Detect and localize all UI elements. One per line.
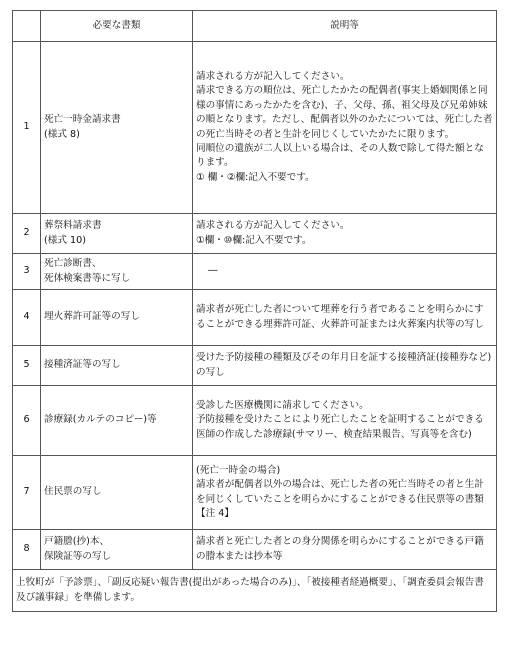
description-line: 請求者が配偶者以外の場合は、死亡した者の死亡当時その者と生計を同じくしていたことを明らかにすることができる住民票等の書類【注 4】 <box>196 479 484 519</box>
document-name: 住民票の写し <box>41 456 193 530</box>
row-number: 2 <box>13 214 41 254</box>
document-description <box>193 386 497 456</box>
row-number: 5 <box>13 346 41 386</box>
document-name <box>41 42 193 214</box>
row-number: 1 <box>13 42 41 214</box>
description-line: ① 欄・②欄:記入不要です。 <box>196 171 315 183</box>
document-name-line: 死亡診断書、 <box>44 258 102 270</box>
description-line: 請求者が死亡した者について埋葬を行う者であることを明らかにすることができる埋葬許可証、火葬許可証または火葬案内状等の写し <box>196 304 484 330</box>
description-line: (死亡一時金の場合) <box>196 464 281 476</box>
document-name: 診療録(カルテのコピー)等 <box>41 386 193 456</box>
row-number: 4 <box>13 290 41 346</box>
row-number: 8 <box>13 530 41 570</box>
table-row <box>13 346 497 386</box>
table-row <box>13 214 497 254</box>
document-name-line: 保険証等の写し <box>44 550 112 562</box>
required-documents-table <box>12 10 497 612</box>
table-row <box>13 456 497 530</box>
header-num <box>13 11 41 42</box>
header-description: 説明等 <box>193 11 497 42</box>
document-name <box>41 214 193 254</box>
document-name-line: 死亡一時金請求書 <box>44 114 121 126</box>
document-name-line: 葬祭料請求書 <box>44 220 102 232</box>
document-name-line: 戸籍謄(抄)本、 <box>44 536 110 548</box>
document-name-line: (様式 8) <box>44 128 80 140</box>
description-line: 請求される方が記入してください。 <box>196 70 350 82</box>
description-line: 請求される方が記入してください。 <box>196 220 350 232</box>
document-description <box>193 530 497 570</box>
preparation-note: 上牧町が「予診票」、「副反応疑い報告書(提出があった場合のみ)」、「被接種者経過概要」、「調査委員会報告書及び議事録」を準備します。 <box>13 570 497 612</box>
description-line: ― <box>208 265 218 277</box>
document-description <box>193 42 497 214</box>
description-line: 請求者と死亡した者との身分関係を明らかにすることができる戸籍の謄本または抄本等 <box>196 536 484 562</box>
table-row <box>13 386 497 456</box>
description-line: 請求できる方の順位は、死亡したかたの配偶者(事実上婚姻関係と同様の事情にあったかたを含む)、子、父母、孫、祖父母及び兄弟姉妹の順となります。ただし、配偶者以外のかたについては、死亡した者の死亡当時その者と生計を同じくしていたかたに限ります。 <box>196 85 493 140</box>
table-row <box>13 42 497 214</box>
document-name <box>41 530 193 570</box>
row-number: 3 <box>13 254 41 290</box>
table-row <box>13 290 497 346</box>
document-name-line: (様式 10) <box>44 234 86 246</box>
document-description <box>193 346 497 386</box>
description-line: ①欄・⑩欄:記入不要です。 <box>196 234 312 246</box>
document-description <box>193 214 497 254</box>
row-number: 6 <box>13 386 41 456</box>
table-row <box>13 570 497 612</box>
document-name: 埋火葬許可証等の写し <box>41 290 193 346</box>
row-number: 7 <box>13 456 41 530</box>
document-name-line: 死体検案書等に写し <box>44 272 131 284</box>
description-line: 受けた予防接種の種類及びその年月日を証する接種済証(接種券など)の写し <box>196 352 492 378</box>
header-required-documents: 必要な書類 <box>41 11 193 42</box>
table-row <box>13 254 497 290</box>
document-name <box>41 254 193 290</box>
document-description <box>193 254 497 290</box>
description-line: 同順位の遺族が二人以上いる場合は、その人数で除して得た額となります。 <box>196 142 484 169</box>
document-description <box>193 290 497 346</box>
description-line: 受診した医療機関に請求してください。 <box>196 399 369 411</box>
table-header-row <box>13 11 497 42</box>
table-row <box>13 530 497 570</box>
document-description <box>193 456 497 530</box>
document-name: 接種済証等の写し <box>41 346 193 386</box>
description-line: 予防接種を受けたことにより死亡したことを証明することができる医師の作成した診療録(サマリー、検査結果報告、写真等を含む) <box>196 414 484 440</box>
